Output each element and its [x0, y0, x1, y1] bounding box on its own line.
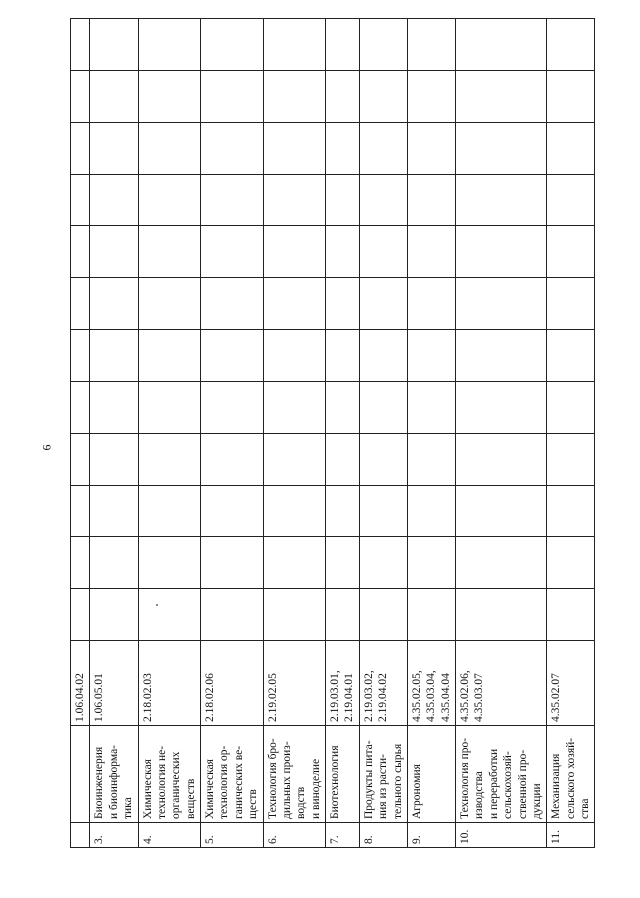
row-name-cell	[456, 726, 547, 823]
empty-cell	[326, 122, 360, 174]
empty-cell	[326, 19, 360, 71]
empty-cell	[90, 381, 138, 433]
row-number-cell	[326, 823, 360, 848]
row-code-cell	[90, 641, 138, 726]
table-row-top	[71, 19, 90, 848]
empty-cell	[263, 433, 326, 485]
row-code-cell-text: 2.18.02.06	[204, 673, 216, 722]
empty-cell	[138, 485, 201, 537]
empty-cell	[359, 433, 407, 485]
rotated-table	[70, 18, 640, 848]
row-name-cell-text: Биотехнология	[329, 745, 341, 819]
empty-cell	[359, 174, 407, 226]
empty-cell	[138, 19, 201, 71]
empty-cell	[90, 174, 138, 226]
table-row	[407, 19, 455, 848]
table-stage	[70, 0, 640, 898]
table-row	[547, 19, 595, 848]
empty-cell	[326, 433, 360, 485]
empty-cell	[407, 381, 455, 433]
empty-cell	[138, 70, 201, 122]
empty-cell	[263, 19, 326, 71]
empty-cell	[263, 70, 326, 122]
empty-cell	[90, 70, 138, 122]
row-name-cell-text: Биоинженерия и биоинформа- тика	[93, 744, 135, 819]
empty-cell	[456, 433, 547, 485]
empty-cell	[547, 537, 595, 589]
empty-cell	[326, 381, 360, 433]
empty-cell	[201, 70, 264, 122]
empty-cell	[263, 278, 326, 330]
empty-cell	[407, 70, 455, 122]
row-number-cell	[456, 823, 547, 848]
row-code-cell-text: 2.18.02.03	[141, 673, 154, 722]
row-name-cell-text: Технология бро- дильных произ- водств и виноделие	[266, 738, 322, 819]
empty-cell	[138, 381, 201, 433]
row-code-cell	[263, 641, 326, 726]
row-number-cell	[90, 823, 138, 848]
empty-cell	[456, 19, 547, 71]
empty-cell	[263, 122, 326, 174]
empty-cell	[201, 122, 264, 174]
empty-cell	[547, 433, 595, 485]
empty-cell	[201, 433, 264, 485]
empty-cell	[547, 278, 595, 330]
empty-cell	[201, 19, 264, 71]
empty-cell	[359, 278, 407, 330]
row-code-cell-text: 2.19.03.02, 2.19.04.02	[362, 670, 390, 722]
empty-cell	[359, 19, 407, 71]
empty-cell	[326, 589, 360, 641]
empty-cell	[456, 330, 547, 382]
empty-cell	[138, 174, 201, 226]
empty-cell	[456, 278, 547, 330]
row-number-cell	[407, 823, 455, 848]
empty-cell	[547, 589, 595, 641]
row-code-cell	[201, 641, 264, 726]
row-number-cell-text: 9.	[410, 835, 423, 844]
row-name-cell-text: Механизация сельского хозяй- ства	[550, 737, 591, 819]
row-number-cell-text: 11.	[550, 830, 563, 844]
row-number-cell-text: 7.	[329, 835, 341, 844]
row-number-cell	[201, 823, 264, 848]
row-code-cell-text: 2.19.03.01, 2.19.04.01	[329, 670, 356, 722]
empty-cell	[201, 226, 264, 278]
row-name-cell	[263, 726, 326, 823]
row-number-cell-text: 5.	[204, 835, 216, 844]
table-row	[359, 19, 407, 848]
empty-cell	[547, 381, 595, 433]
empty-cell	[138, 226, 201, 278]
row-code-cell	[407, 641, 455, 726]
empty-cell	[407, 122, 455, 174]
scan-speck	[156, 604, 158, 606]
empty-cell	[326, 330, 360, 382]
empty-cell	[359, 122, 407, 174]
empty-cell	[90, 122, 138, 174]
row-name-cell	[359, 726, 407, 823]
empty-cell	[263, 589, 326, 641]
empty-cell	[456, 70, 547, 122]
row-name-cell-text: Химическая технология не- органических веществ	[141, 745, 197, 819]
empty-cell	[138, 589, 201, 641]
empty-cell	[547, 19, 595, 71]
empty-cell	[138, 278, 201, 330]
empty-cell	[201, 330, 264, 382]
row-name-cell	[201, 726, 264, 823]
empty-cell	[547, 485, 595, 537]
empty-cell	[326, 537, 360, 589]
row-number-cell-text: 8.	[362, 835, 375, 844]
empty-cell	[90, 330, 138, 382]
table-row	[263, 19, 326, 848]
empty-cell	[90, 19, 138, 71]
row-code-cell-text: 1.06.05.01	[93, 673, 106, 722]
row-number-cell	[547, 823, 595, 848]
row-code-cell	[456, 641, 547, 726]
empty-cell	[456, 589, 547, 641]
empty-cell	[407, 278, 455, 330]
empty-cell	[90, 485, 138, 537]
empty-cell	[326, 70, 360, 122]
empty-cell	[90, 278, 138, 330]
row-code-cell-text: 4.35.02.05, 4.35.03.04, 4.35.04.04	[410, 670, 452, 722]
row-number-cell	[359, 823, 407, 848]
empty-cell	[138, 330, 201, 382]
empty-cell	[359, 381, 407, 433]
empty-cell	[201, 485, 264, 537]
empty-cell	[407, 174, 455, 226]
empty-cell	[407, 485, 455, 537]
empty-cell	[201, 278, 264, 330]
empty-cell	[90, 537, 138, 589]
empty-cell	[547, 330, 595, 382]
empty-cell	[456, 537, 547, 589]
empty-cell	[456, 122, 547, 174]
empty-cell	[547, 226, 595, 278]
empty-cell	[326, 226, 360, 278]
empty-cell	[359, 330, 407, 382]
empty-cell	[326, 174, 360, 226]
empty-cell	[90, 589, 138, 641]
page-number: 6	[39, 444, 54, 451]
empty-cell	[263, 174, 326, 226]
row-name-cell-text: Технология про- изводства и переработки сельскохозяй- ственной про- дукции	[459, 737, 543, 819]
empty-cell	[138, 537, 201, 589]
row-name-cell	[326, 726, 360, 823]
empty-cell	[359, 226, 407, 278]
empty-cell	[201, 381, 264, 433]
empty-cell	[90, 433, 138, 485]
empty-cell	[547, 70, 595, 122]
empty-cell	[359, 537, 407, 589]
row-number-cell	[138, 823, 201, 848]
empty-cell	[326, 278, 360, 330]
empty-cell	[201, 589, 264, 641]
row-name-cell	[547, 726, 595, 823]
empty-cell	[407, 330, 455, 382]
empty-cell	[263, 330, 326, 382]
empty-cell	[407, 433, 455, 485]
empty-cell	[359, 485, 407, 537]
row-number-cell-text: 6.	[266, 835, 279, 844]
row-code-cell	[326, 641, 360, 726]
table-row	[456, 19, 547, 848]
empty-cell	[547, 174, 595, 226]
row-number-cell-text: 10.	[459, 829, 471, 844]
empty-cell	[359, 70, 407, 122]
row-name-cell	[90, 726, 138, 823]
row-number-cell-text: 3.	[93, 835, 106, 844]
empty-cell	[90, 226, 138, 278]
empty-cell	[407, 19, 455, 71]
data-table	[70, 18, 595, 848]
empty-cell	[456, 381, 547, 433]
empty-cell	[263, 537, 326, 589]
empty-cell	[201, 537, 264, 589]
row-code-cell	[359, 641, 407, 726]
row-name-cell-text: Продукты пита- ния из расти- тельного сырья	[362, 740, 404, 819]
empty-cell	[407, 226, 455, 278]
empty-cell	[547, 122, 595, 174]
row-code-cell-text: 4.35.02.07	[550, 673, 563, 722]
row-number-cell-text: 4.	[141, 835, 154, 844]
table-row	[201, 19, 264, 848]
empty-cell	[263, 381, 326, 433]
empty-cell	[326, 485, 360, 537]
table-row	[90, 19, 138, 848]
empty-cell	[138, 433, 201, 485]
empty-cell	[456, 485, 547, 537]
row-name-cell	[407, 726, 455, 823]
table-row	[138, 19, 201, 848]
row-name-cell-text: Химическая технология ор- ганических ве- ществ	[204, 745, 260, 819]
row-name-cell-text: Агрономия	[410, 764, 423, 819]
row-code-cell-text: 2.19.02.05	[266, 673, 279, 722]
row-code-cell-text: 4.35.02.06, 4.35.03.07	[459, 670, 486, 722]
table-row	[326, 19, 360, 848]
empty-cell	[201, 174, 264, 226]
empty-cell	[407, 589, 455, 641]
empty-cell	[263, 226, 326, 278]
empty-cell	[359, 589, 407, 641]
empty-cell	[456, 174, 547, 226]
code-cell: 1.06.04.02	[71, 641, 90, 726]
empty-cell	[138, 122, 201, 174]
empty-cell	[407, 537, 455, 589]
row-code-cell	[138, 641, 201, 726]
empty-cell	[263, 485, 326, 537]
empty-cell	[456, 226, 547, 278]
row-code-cell	[547, 641, 595, 726]
row-name-cell	[138, 726, 201, 823]
row-number-cell	[263, 823, 326, 848]
